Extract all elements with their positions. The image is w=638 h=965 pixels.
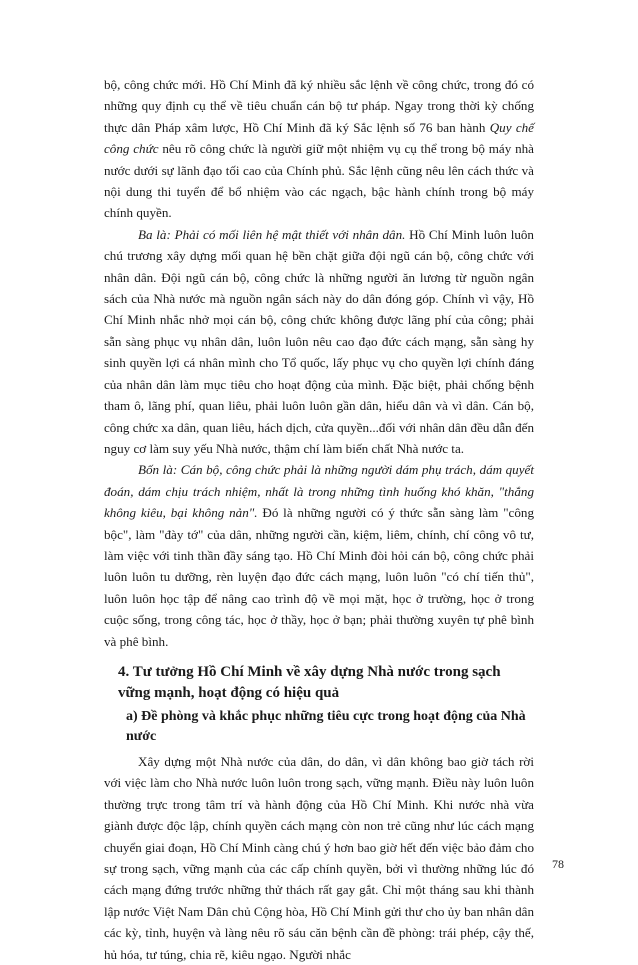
paragraph-clean-state: Xây dựng một Nhà nước của dân, do dân, vì dân không bao giờ tách rời với việc làm cho Nhà nước luôn luôn trong sạch, vững mạnh. Điều này luôn luôn thường trực trong tâm trí và hành động của Hồ Chí Minh. Khi nước nhà vừa giành được độc lập, chính quyền cách mạng còn non trẻ cũng như lúc cách mạng chuyển giai đoạn, Hồ Chí Minh càng chú ý hơn bao giờ hết đến việc bảo đảm cho sự trong sạch, vững mạnh của các cấp chính quyền, bởi vì thường những lúc đó cách mạng đứng trước những thử thách rất gay gắt. Chỉ một tháng sau khi thành lập nước Việt Nam Dân chủ Cộng hòa, Hồ Chí Minh gửi thư cho ủy ban nhân dân các kỳ, tỉnh, huyện và làng nêu rõ sáu căn bệnh cần đề phòng: trái phép, cậy thế, hủ hóa, tư túng, chia rẽ, kiêu ngạo. Người nhắc [104, 753, 534, 962]
page-number: 78 [552, 857, 564, 871]
point-three-heading: Ba là: Phải có mối liên hệ mật thiết với nhân dân. [138, 226, 406, 242]
paragraph-text: nêu rõ công chức là người giữ một nhiệm vụ cụ thể trong bộ máy nhà nước dưới sự lãnh đạo tối cao của Chính phủ. Sắc lệnh cũng nêu lên cách thức và nội dung thi tuyển để bổ nhiệm vào các ngạch, bậc hành chính trong bộ máy chính quyền. [104, 141, 534, 221]
section-heading-4: 4. Tư tưởng Hồ Chí Minh về xây dựng Nhà nước trong sạch vững mạnh, hoạt động có hiệu quả [118, 663, 501, 701]
paragraph-point-three [104, 224, 534, 459]
paragraph-point-four [104, 459, 534, 652]
point-four-heading: Bốn là: Cán bộ, công chức phải là những người dám phụ trách, dám quyết đoán, dám chịu trách nhiệm, nhất là trong những tình huống khó khăn, "thắng không kiêu, bại không nản". [104, 462, 534, 521]
paragraph-text: bộ, công chức mới. Hồ Chí Minh đã ký nhiều sắc lệnh về công chức, trong đó có những quy định cụ thể về tiêu chuẩn cán bộ tư pháp. Ngay trong thời kỳ chống thực dân Pháp xâm lược, Hồ Chí Minh đã ký Sắc lệnh số 76 ban hành [104, 77, 534, 135]
paragraph-text: Hồ Chí Minh luôn luôn chú trương xây dựng mối quan hệ bền chặt giữa đội ngũ cán bộ, công chức với nhân dân. Đội ngũ cán bộ, công chức là những người ăn lương từ nguồn ngân sách của Nhà nước mà nguồn ngân sách này do dân đóng góp. Chính vì vậy, Hồ Chí Minh nhắc nhở mọi cán bộ, công chức không được lãng phí của công; phải sẵn sàng phục vụ nhân dân, luôn luôn nêu cao đạo đức cách mạng, sẵn sàng hy sinh quyền lợi cá nhân mình cho Tổ quốc, lấy phục vụ cho quyền lợi chính đáng của nhân dân làm mục tiêu cho hoạt động của mình. Đặc biệt, phải chống bệnh tham ô, lãng phí, quan liêu, phải luôn luôn gần dân, hiểu dân và vì dân. Cán bộ, công chức xa dân, quan liêu, hách dịch, cửa quyền...đối với nhân dân đều dẫn đến nguy cơ làm suy yếu Nhà nước, thậm chí làm biến chất Nhà nước ta. [104, 226, 534, 456]
paragraph-text: Đó là những người có ý thức sẵn sàng làm "công bộc", làm "đày tớ" của dân, những người cần, kiệm, liêm, chính, chí công vô tư, làm việc với tinh thần đầy sáng tạo. Hồ Chí Minh đòi hỏi cán bộ, công chức phải luôn luôn tu dưỡng, rèn luyện đạo đức cách mạng, luôn luôn "có chí tiến thủ", luôn luôn học tập để nâng cao trình độ về mọi mặt, học ở trường, học ở trong cuộc sống, trong công tác, học ở thầy, học ở bạn; phải thường xuyên tự phê bình và phê bình. [104, 505, 534, 649]
subsection-heading-a: a) Đề phòng và khắc phục những tiêu cực trong hoạt động của Nhà nước [126, 708, 526, 744]
paragraph-civil-servants-decrees [104, 74, 534, 224]
emphasis-text: Quy chế công chức [104, 119, 534, 157]
